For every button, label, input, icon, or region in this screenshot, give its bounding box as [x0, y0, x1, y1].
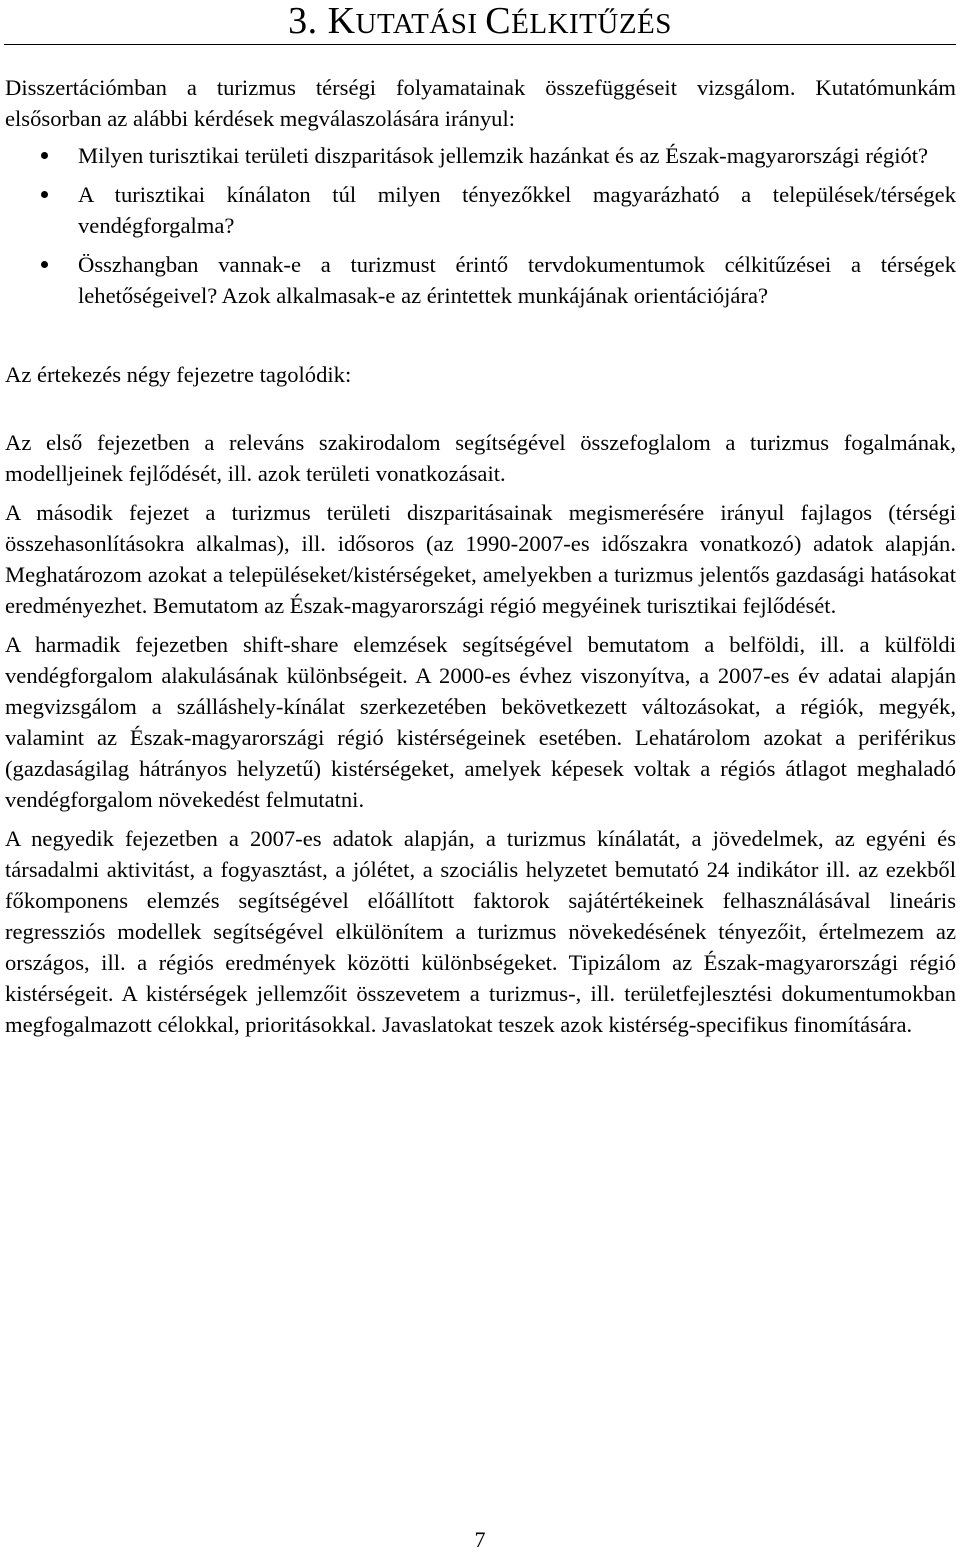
bullet-icon: [41, 152, 48, 159]
heading-word-2: ÉLKITŰZÉS: [511, 8, 672, 40]
chapter-3-paragraph: A harmadik fejezetben shift-share elemzések segítségével bemutatom a belföldi, ill. a külföldi vendégforgalom alakulásának különbségeit. A 2000-es évhez viszonyítva, a 2007-es év adatai alapján megvizsgálom a szálláshely-kínálat szerkezetében bekövetkezett változásokat, a régiók, megyék, valamint az Észak-magyarországi régió kistérségeinek esetében. Lehatárolom azokat a periférikus (gazdaságilag hátrányos helyzetű) kistérségeket, amelyek képesek voltak a régiós átlagot meghaladó vendégforgalom növekedést felmutatni.: [5, 632, 956, 812]
heading-initial-2: C: [485, 0, 512, 42]
bullet-icon: [41, 261, 48, 268]
list-item: [5, 140, 956, 171]
chapter-2-paragraph: A második fejezet a turizmus területi diszparitásainak megismerésére irányul fajlagos (térségi összehasonlításokra alkalmas), ill. idősoros (az 1990-2007-es időszakra vonatkozó) adatok alapján. Meghatározom azokat a településeket/kistérségeket, amelyekben a turizmus jelentős gazdasági hatásokat eredményezhet. Bemutatom az Észak-magyarországi régió megyéinek turisztikai fejlődését.: [5, 500, 956, 618]
list-item: [5, 179, 956, 241]
research-questions-list: [5, 140, 956, 311]
chapter-1-paragraph: Az első fejezetben a releváns szakirodalom segítségével összefoglalom a turizmus fogalmának, modelljeinek fejlődését, ill. azok területi vonatkozásait.: [5, 430, 956, 486]
list-item: [5, 249, 956, 311]
question-text: A turisztikai kínálaton túl milyen tényezőkkel magyarázható a települések/térségek vendégforgalma?: [78, 182, 956, 238]
heading-word-1: UTATÁSI: [355, 8, 486, 40]
question-text: Milyen turisztikai területi diszparitások jellemzik hazánkat és az Észak-magyarországi régiót?: [78, 143, 929, 168]
chapter-heading: [0, 0, 960, 45]
intro-paragraph: Disszertációmban a turizmus térségi folyamatainak összefüggéseit vizsgálom. Kutatómunkám elsősorban az alábbi kérdések megválaszolására irányul:: [5, 75, 956, 131]
body-text: [5, 72, 956, 1040]
page-number: 7: [474, 1527, 486, 1552]
question-text: Összhangban vannak-e a turizmust érintő tervdokumentumok célkitűzései a térségek lehetőségeivel? Azok alkalmasak-e az érintettek munkájának orientációjára?: [78, 252, 956, 308]
heading-rule: [4, 44, 956, 45]
heading-initial-1: K: [327, 0, 356, 42]
structure-intro: Az értekezés négy fejezetre tagolódik:: [5, 362, 352, 387]
bullet-icon: [41, 191, 48, 198]
chapter-4-paragraph: A negyedik fejezetben a 2007-es adatok alapján, a turizmus kínálatát, a jövedelmek, az egyéni és társadalmi aktivitást, a fogyasztást, a jólétet, a szociális helyzetet bemutató 24 indikátor ill. az ezekből főkomponens elemzés segítségével előállított faktorok sajátértékeinek felhasználásával lineáris regressziós modellek segítségével elkülönítem a turizmus növekedésének tényezőit, értelmezem az országos, ill. a régiós eredmények közötti különbségeket. Tipizálom az Észak-magyarországi régió kistérségeit. A kistérségek jellemzőit összevetem a turizmus-, ill. területfejlesztési dokumentumokban megfogalmazott célokkal, prioritásokkal. Javaslatokat teszek azok kistérség-specifikus finomítására.: [5, 826, 956, 1037]
heading-number: 3.: [288, 0, 328, 42]
